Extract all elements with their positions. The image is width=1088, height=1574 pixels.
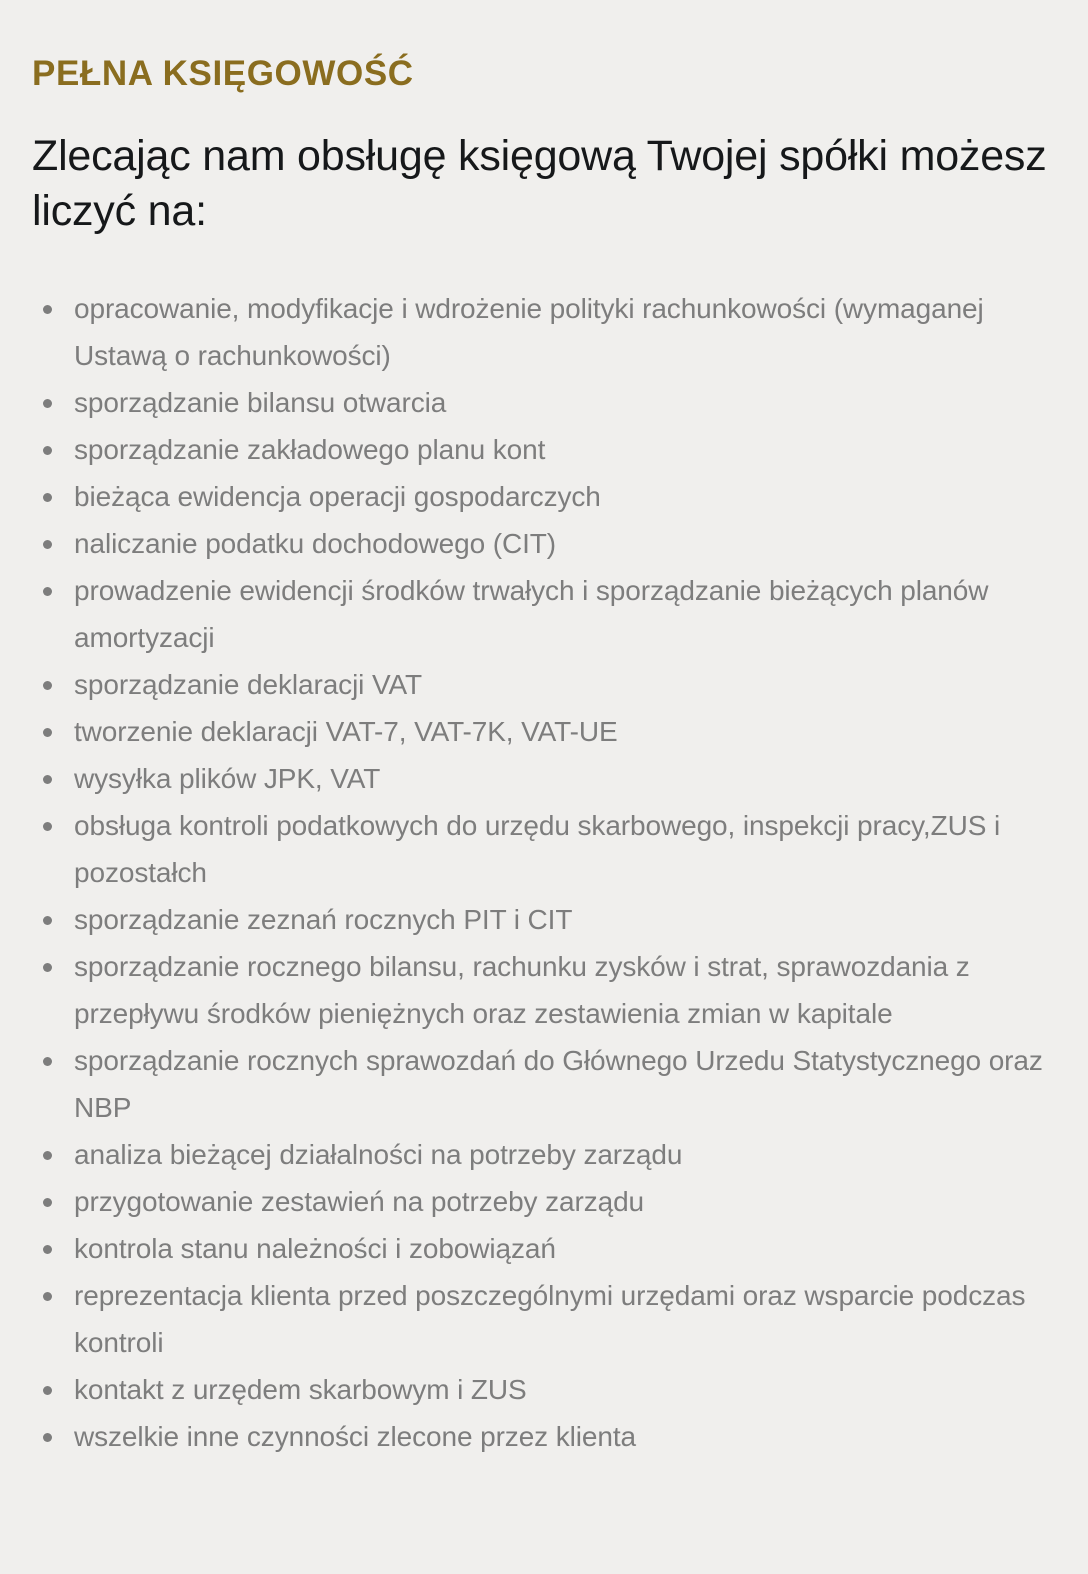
benefit-list-item: obsługa kontroli podatkowych do urzędu skarbowego, inspekcji pracy,ZUS i pozostałch	[32, 802, 1058, 896]
benefit-list-item: sporządzanie deklaracji VAT	[32, 661, 1058, 708]
benefit-list-item: kontrola stanu należności i zobowiązań	[32, 1225, 1058, 1272]
benefit-list-item: reprezentacja klienta przed poszczególnymi urzędami oraz wsparcie podczas kontroli	[32, 1272, 1058, 1366]
benefit-list-item: wszelkie inne czynności zlecone przez klienta	[32, 1413, 1058, 1460]
benefit-list-item: analiza bieżącej działalności na potrzeby zarządu	[32, 1131, 1058, 1178]
benefits-list	[32, 239, 1058, 1460]
benefit-list-item: sporządzanie zeznań rocznych PIT i CIT	[32, 896, 1058, 943]
benefit-list-item: sporządzanie zakładowego planu kont	[32, 426, 1058, 473]
benefit-list-item: prowadzenie ewidencji środków trwałych i sporządzanie bieżących planów amortyzacji	[32, 567, 1058, 661]
benefit-list-item: przygotowanie zestawień na potrzeby zarządu	[32, 1178, 1058, 1225]
section-lead-heading: Zlecając nam obsługę księgową Twojej spółki możesz liczyć na:	[32, 131, 1047, 235]
benefit-list-item: bieżąca ewidencja operacji gospodarczych	[32, 473, 1058, 520]
benefit-list-item: tworzenie deklaracji VAT-7, VAT-7K, VAT-UE	[32, 708, 1058, 755]
benefit-list-item: sporządzanie rocznych sprawozdań do Głównego Urzedu Statystycznego oraz NBP	[32, 1037, 1058, 1131]
benefit-list-item: kontakt z urzędem skarbowym i ZUS	[32, 1366, 1058, 1413]
benefit-list-item: sporządzanie rocznego bilansu, rachunku zysków i strat, sprawozdania z przepływu środków pieniężnych oraz zestawienia zmian w kapitale	[32, 943, 1058, 1037]
benefit-list-item: sporządzanie bilansu otwarcia	[32, 379, 1058, 426]
benefit-list-item: naliczanie podatku dochodowego (CIT)	[32, 520, 1058, 567]
benefit-list-item: wysyłka plików JPK, VAT	[32, 755, 1058, 802]
benefit-list-item: opracowanie, modyfikacje i wdrożenie polityki rachunkowości (wymaganej Ustawą o rachunkowości)	[32, 285, 1058, 379]
section-eyebrow-title: PEŁNA KSIĘGOWOŚĆ	[32, 54, 414, 93]
